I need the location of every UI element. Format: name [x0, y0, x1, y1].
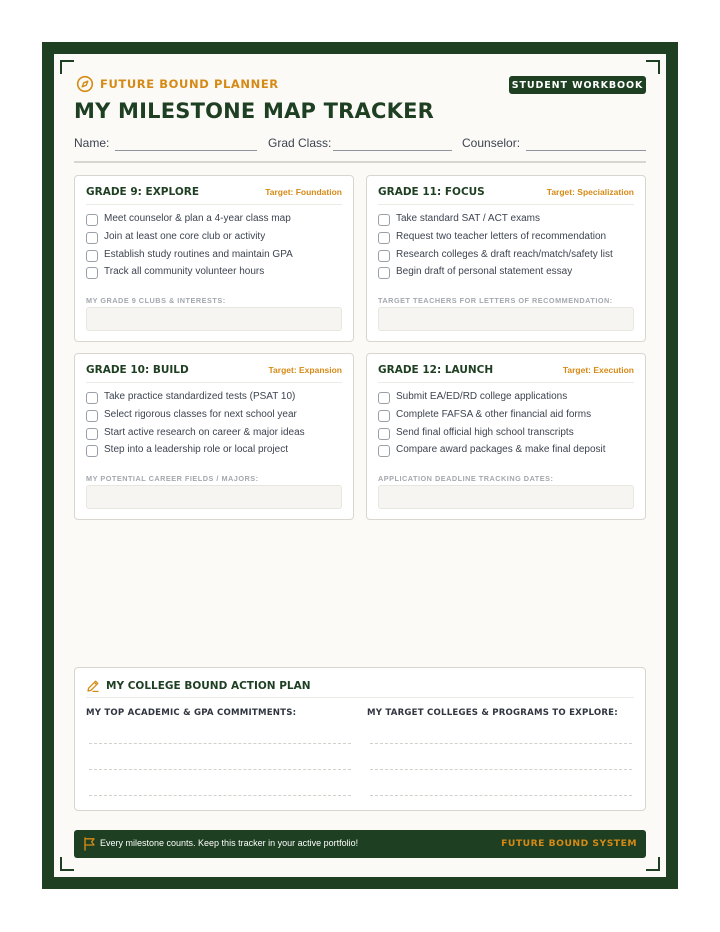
- checklist-item[interactable]: [378, 245, 634, 263]
- checkbox[interactable]: [378, 428, 390, 440]
- checklist: [378, 210, 634, 281]
- writing-line[interactable]: [370, 795, 632, 796]
- footer-bar: [74, 830, 646, 858]
- checkbox[interactable]: [86, 232, 98, 244]
- checkbox[interactable]: [86, 445, 98, 457]
- card-title: GRADE 12: LAUNCH: [378, 364, 494, 376]
- note-label: MY POTENTIAL CAREER FIELDS / MAJORS:: [86, 474, 259, 483]
- checklist-item-text: Track all community volunteer hours: [104, 266, 265, 278]
- grade-10-card: [74, 353, 354, 520]
- student-workbook-badge: STUDENT WORKBOOK: [509, 76, 646, 94]
- counselor-field[interactable]: [526, 150, 646, 151]
- checklist-item[interactable]: [86, 423, 342, 441]
- card-target: Target: Specialization: [546, 187, 634, 197]
- clubs-interests-input[interactable]: [86, 307, 342, 331]
- writing-line[interactable]: [370, 743, 632, 744]
- name-field[interactable]: [115, 150, 257, 151]
- note-label: TARGET TEACHERS FOR LETTERS OF RECOMMENDATION:: [378, 296, 613, 305]
- note-label: MY GRADE 9 CLUBS & INTERESTS:: [86, 296, 226, 305]
- target-colleges-label: MY TARGET COLLEGES & PROGRAMS TO EXPLORE:: [367, 708, 618, 718]
- footer-message: Every milestone counts. Keep this tracker in your active portfolio!: [100, 838, 359, 848]
- checklist-item[interactable]: [86, 245, 342, 263]
- recommendation-teachers-input[interactable]: [378, 307, 634, 331]
- note-label: APPLICATION DEADLINE TRACKING DATES:: [378, 474, 554, 483]
- checklist-item-text: Submit EA/ED/RD college applications: [396, 391, 568, 403]
- checklist-item-text: Research colleges & draft reach/match/safety list: [396, 248, 613, 260]
- grade-12-card: [366, 353, 646, 520]
- page-title: MY MILESTONE MAP TRACKER: [74, 99, 434, 123]
- checkbox[interactable]: [86, 214, 98, 226]
- checklist-item-text: Begin draft of personal statement essay: [396, 266, 573, 278]
- card-title: GRADE 11: FOCUS: [378, 186, 485, 198]
- checkbox[interactable]: [378, 232, 390, 244]
- checklist: [378, 388, 634, 459]
- checklist-item-text: Take standard SAT / ACT exams: [396, 213, 540, 225]
- card-header: [378, 176, 634, 205]
- brand-line: [76, 75, 279, 93]
- checkbox[interactable]: [86, 410, 98, 422]
- checklist-item-text: Meet counselor & plan a 4-year class map: [104, 213, 291, 225]
- card-target: Target: Execution: [562, 365, 634, 375]
- checklist-item[interactable]: [378, 228, 634, 246]
- academic-commitments-label: MY TOP ACADEMIC & GPA COMMITMENTS:: [86, 708, 297, 718]
- checkbox[interactable]: [378, 410, 390, 422]
- checklist-item[interactable]: [378, 441, 634, 459]
- checklist-item[interactable]: [378, 388, 634, 406]
- card-title: GRADE 9: EXPLORE: [86, 186, 199, 198]
- checklist-item-text: Request two teacher letters of recommendation: [396, 231, 607, 243]
- card-header: [86, 354, 342, 383]
- corner-mark: [60, 60, 74, 74]
- checklist-item[interactable]: [378, 263, 634, 281]
- pencil-icon: [86, 679, 100, 693]
- checklist-item[interactable]: [86, 441, 342, 459]
- checklist-item-text: Complete FAFSA & other financial aid forms: [396, 409, 592, 421]
- checklist-item[interactable]: [86, 228, 342, 246]
- checklist-item-text: Send final official high school transcripts: [396, 426, 574, 438]
- card-header: [378, 354, 634, 383]
- checkbox[interactable]: [378, 250, 390, 262]
- checkbox[interactable]: [86, 267, 98, 279]
- checkbox[interactable]: [378, 267, 390, 279]
- card-target: Target: Expansion: [268, 365, 342, 375]
- flag-icon: [83, 837, 96, 851]
- grad-class-field[interactable]: [333, 150, 452, 151]
- checklist-item-text: Join at least one core club or activity: [104, 231, 266, 243]
- action-plan-header: [86, 668, 634, 698]
- checklist-item[interactable]: [378, 406, 634, 424]
- header-divider: [74, 161, 646, 163]
- grade-11-card: [366, 175, 646, 342]
- checkbox[interactable]: [378, 214, 390, 226]
- checklist-item-text: Take practice standardized tests (PSAT 10): [104, 391, 296, 403]
- action-plan-card: [74, 667, 646, 811]
- checklist-item[interactable]: [86, 388, 342, 406]
- counselor-label: Counselor:: [462, 136, 521, 150]
- corner-mark: [60, 857, 74, 871]
- checkbox[interactable]: [86, 250, 98, 262]
- corner-mark: [646, 60, 660, 74]
- checkbox[interactable]: [86, 428, 98, 440]
- grad-class-label: Grad Class:: [268, 136, 332, 150]
- corner-mark: [646, 857, 660, 871]
- checklist-item[interactable]: [86, 406, 342, 424]
- compass-icon: [76, 75, 94, 93]
- checklist-item[interactable]: [86, 263, 342, 281]
- writing-line[interactable]: [370, 769, 632, 770]
- checklist: [86, 210, 342, 281]
- checklist-item-text: Select rigorous classes for next school year: [104, 409, 297, 421]
- brand-name: FUTURE BOUND PLANNER: [100, 77, 279, 91]
- checklist-item-text: Step into a leadership role or local project: [104, 444, 288, 456]
- writing-line[interactable]: [89, 743, 351, 744]
- action-plan-title: MY COLLEGE BOUND ACTION PLAN: [106, 679, 311, 692]
- checklist-item[interactable]: [378, 210, 634, 228]
- card-title: GRADE 10: BUILD: [86, 364, 189, 376]
- card-target: Target: Foundation: [265, 187, 342, 197]
- writing-line[interactable]: [89, 769, 351, 770]
- name-label: Name:: [74, 136, 110, 150]
- checklist-item-text: Establish study routines and maintain GPA: [104, 248, 293, 260]
- career-fields-input[interactable]: [86, 485, 342, 509]
- deadline-dates-input[interactable]: [378, 485, 634, 509]
- checkbox[interactable]: [86, 392, 98, 404]
- checkbox[interactable]: [378, 445, 390, 457]
- grade-9-card: [74, 175, 354, 342]
- card-header: [86, 176, 342, 205]
- checklist-item[interactable]: [86, 210, 342, 228]
- checklist-item-text: Start active research on career & major ideas: [104, 426, 305, 438]
- checklist: [86, 388, 342, 459]
- checklist-item[interactable]: [378, 423, 634, 441]
- footer-brand: FUTURE BOUND SYSTEM: [501, 838, 637, 849]
- checkbox[interactable]: [378, 392, 390, 404]
- checklist-item-text: Compare award packages & make final deposit: [396, 444, 606, 456]
- writing-line[interactable]: [89, 795, 351, 796]
